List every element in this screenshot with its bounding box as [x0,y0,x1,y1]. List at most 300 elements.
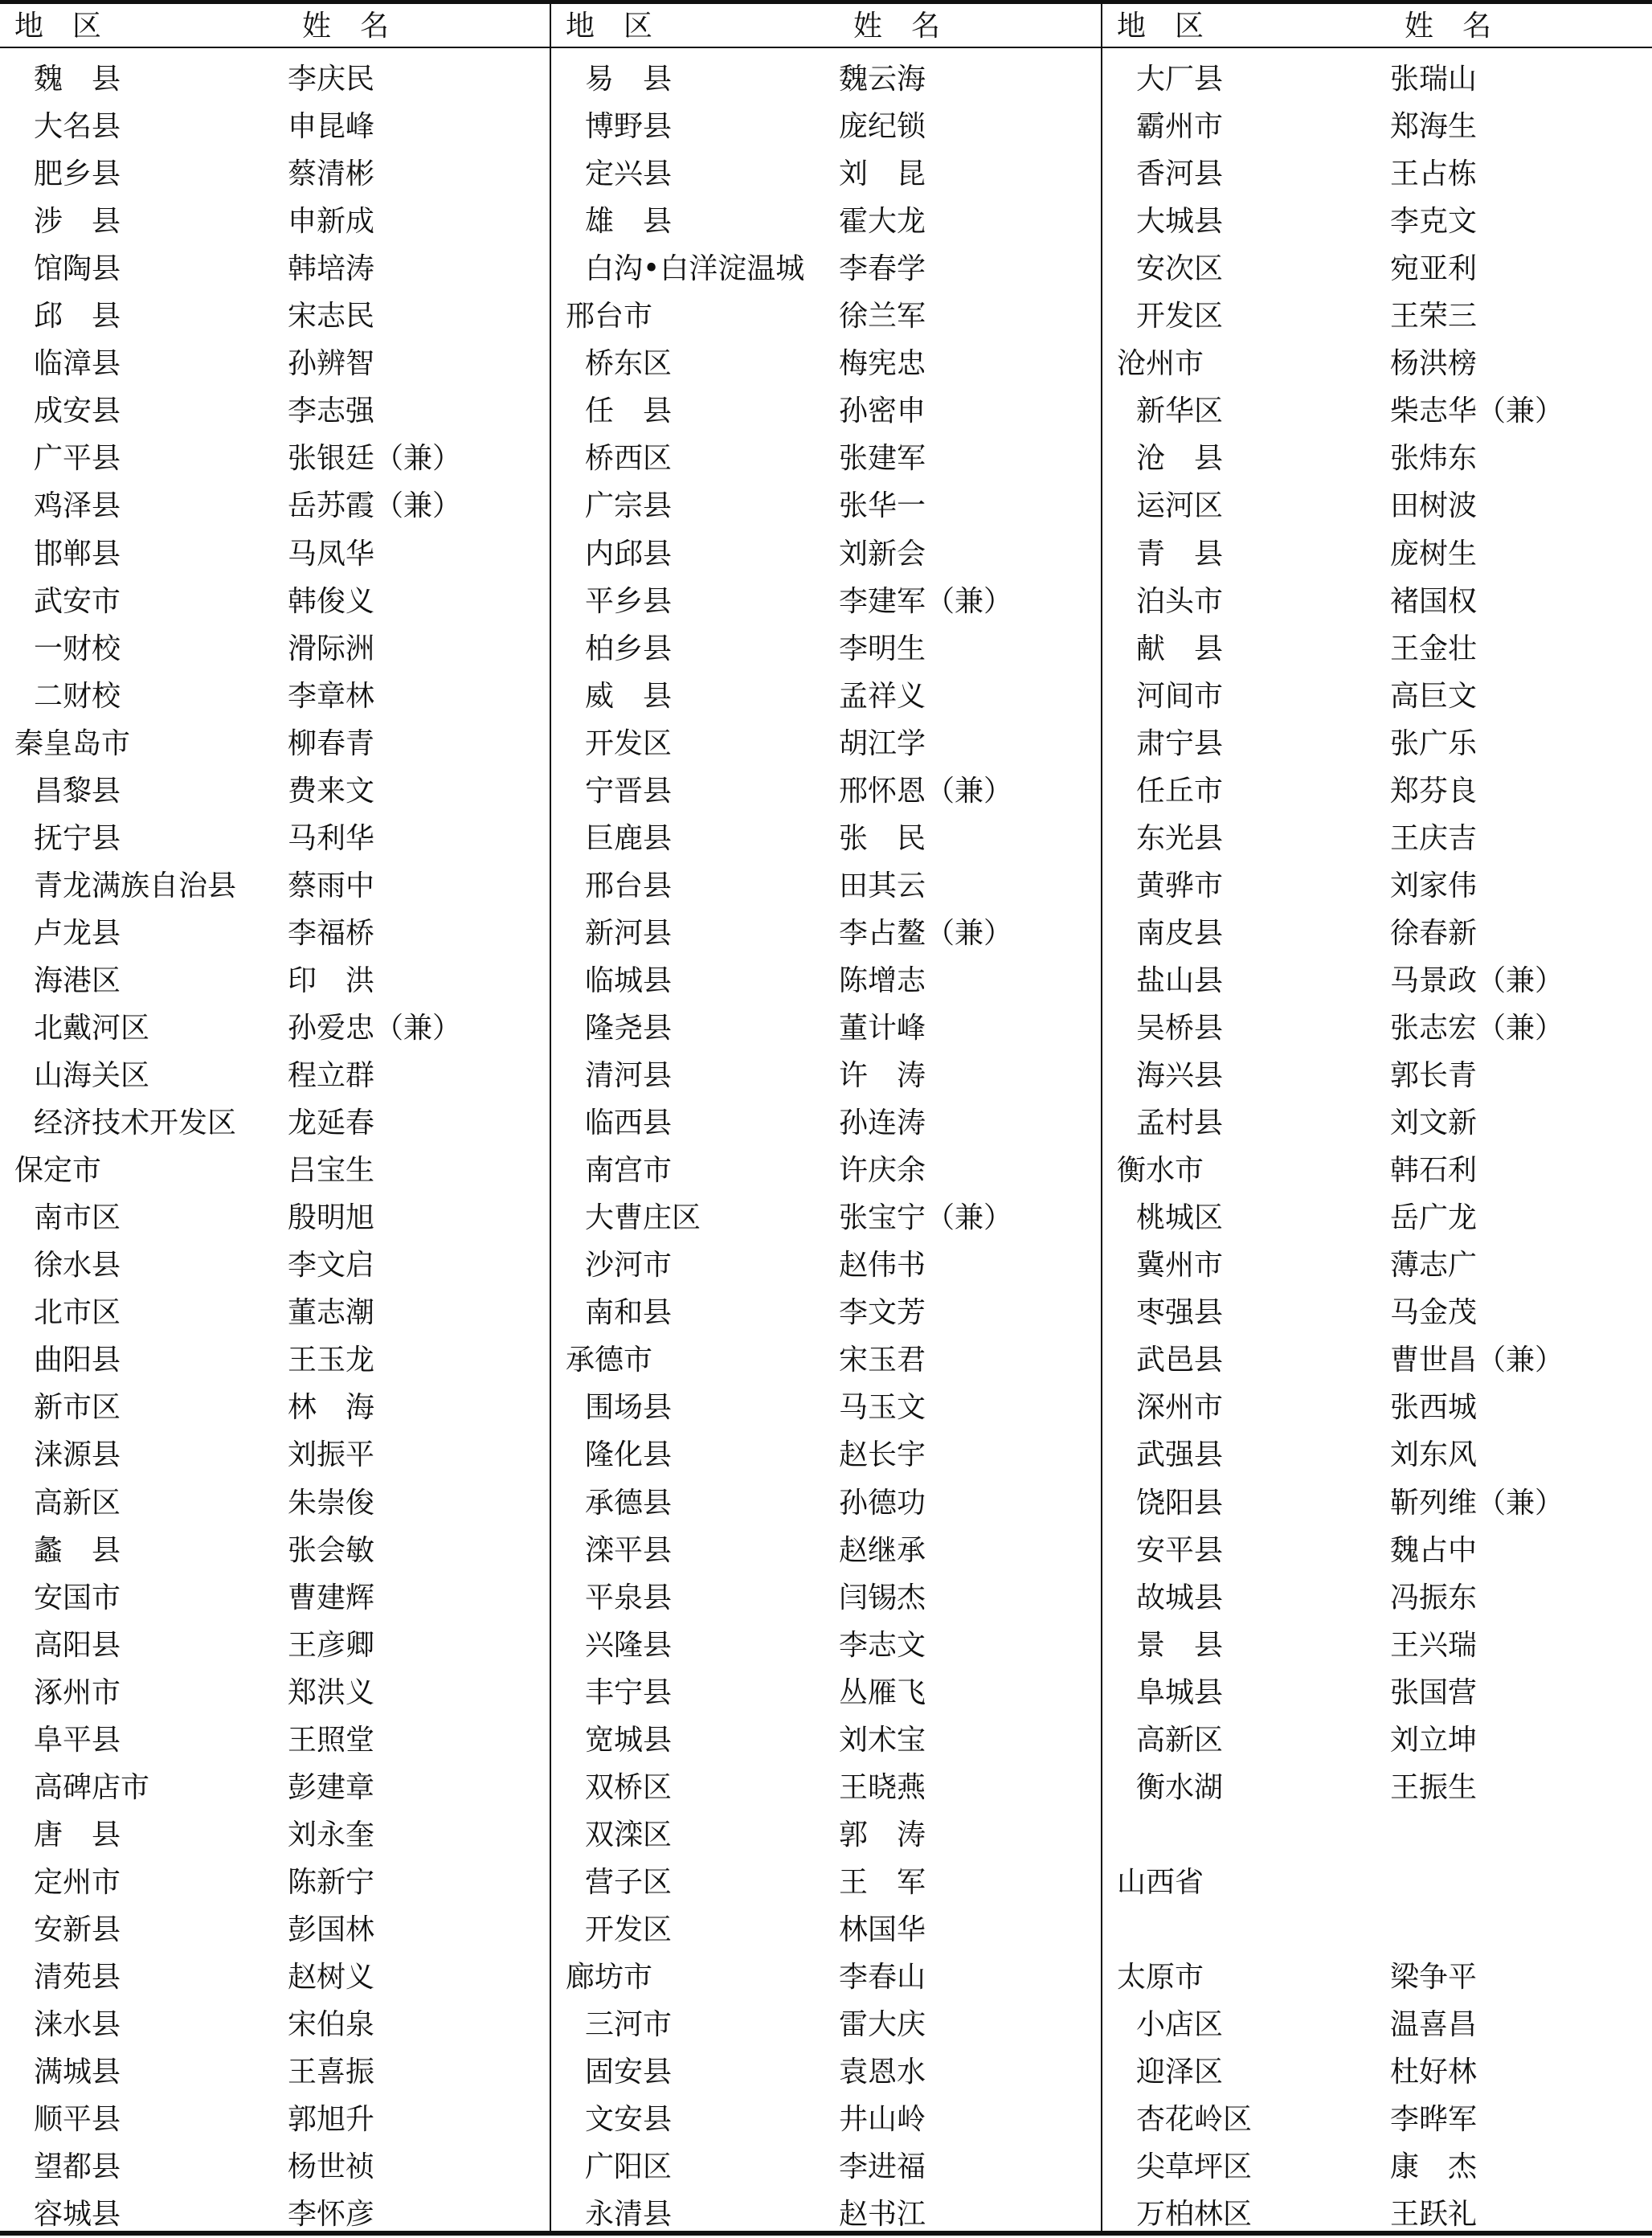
region-cell: 武强县 [1136,1438,1224,1472]
region-cell: 围场县 [585,1391,673,1425]
table-row [0,2048,550,2096]
column-header [0,4,550,48]
region-cell: 馆陶县 [34,252,121,286]
name-cell: 王晓燕 [839,1770,926,1804]
name-cell: 柴志华（兼） [1390,395,1564,428]
name-cell: 赵长宇 [839,1438,926,1472]
table-row [551,862,1101,910]
name-cell: 郭长青 [1390,1059,1478,1093]
table-row [551,1099,1101,1147]
region-cell: 经济技术开发区 [34,1107,237,1140]
table-row [551,2191,1101,2238]
region-cell: 曲阳县 [34,1344,121,1377]
region-cell: 承德县 [585,1486,673,1520]
name-cell: 靳列维（兼） [1390,1486,1564,1520]
name-cell: 李明生 [839,632,926,665]
table-row [551,1669,1101,1716]
table-row [1102,2001,1652,2048]
region-cell: 一财校 [34,632,121,665]
region-header: 地 区 [566,10,653,43]
table-row [0,150,550,198]
name-cell: 李春学 [839,252,926,286]
table-row [1102,245,1652,293]
name-cell: 王振生 [1390,1770,1478,1804]
name-cell: 柳春青 [288,726,375,760]
name-cell: 袁恩水 [839,2056,926,2089]
region-cell: 邯郸县 [34,537,121,571]
table-row [551,245,1101,293]
region-cell: 徐水县 [34,1249,121,1283]
table-row [1102,1336,1652,1384]
table-row [551,1336,1101,1384]
region-cell: 开发区 [1136,300,1224,333]
table-row [0,720,550,767]
name-cell: 张炜东 [1390,442,1478,476]
region-cell: 南皮县 [1136,916,1224,950]
region-cell: 黄骅市 [1136,869,1224,902]
name-cell: 马凤华 [288,537,375,571]
region-cell: 沧州市 [1117,347,1204,381]
name-cell: 井山岭 [839,2103,926,2137]
name-cell: 王占栋 [1390,158,1478,191]
table-row [0,1384,550,1431]
table-row [551,482,1101,530]
region-cell: 武安市 [34,584,121,618]
table-row [1102,1716,1652,1764]
region-cell: 抚宁县 [34,821,121,855]
region-cell: 武邑县 [1136,1344,1224,1377]
table-row [1102,578,1652,625]
name-cell: 李春山 [839,1961,926,1994]
region-cell: 南和县 [585,1296,673,1330]
region-cell: 顺平县 [34,2103,121,2137]
name-cell: 刘家伟 [1390,869,1478,902]
name-cell: 韩俊义 [288,584,375,618]
region-cell: 河间市 [1136,679,1224,713]
table-row [0,673,550,720]
name-cell: 董志潮 [288,1296,375,1330]
table-row [1102,1906,1652,1954]
table-row [1102,2191,1652,2238]
name-cell: 闫锡杰 [839,1581,926,1614]
region-cell: 兴隆县 [585,1628,673,1662]
name-cell: 张志宏（兼） [1390,1012,1564,1045]
name-cell: 田其云 [839,869,926,902]
region-cell: 饶阳县 [1136,1486,1224,1520]
region-cell: 开发区 [585,726,673,760]
table-row [1102,2143,1652,2191]
name-cell: 宋志民 [288,300,375,333]
table-row [551,1479,1101,1527]
name-cell: 薄志广 [1390,1249,1478,1283]
region-cell: 任丘市 [1136,774,1224,808]
name-cell: 张建军 [839,442,926,476]
name-cell: 丛雁飞 [839,1675,926,1709]
region-cell: 卢龙县 [34,916,121,950]
name-cell: 曹建辉 [288,1581,375,1614]
region-cell: 运河区 [1136,489,1224,523]
table-row [1102,1004,1652,1052]
name-cell: 张 民 [839,821,926,855]
name-cell: 曹世昌（兼） [1390,1344,1564,1377]
region-cell: 临漳县 [34,347,121,381]
column-header [1102,4,1652,48]
table-row [0,862,550,910]
table-row [0,1622,550,1669]
table-row [0,1147,550,1194]
table-row [551,767,1101,815]
name-cell: 申昆峰 [288,110,375,144]
region-cell: 献 县 [1136,632,1224,665]
table-row [0,340,550,387]
name-cell: 王玉龙 [288,1344,375,1377]
name-cell: 陈增志 [839,964,926,997]
name-cell: 李占鳌（兼） [839,916,1013,950]
name-cell: 孙辨智 [288,347,375,381]
name-cell: 赵继承 [839,1533,926,1567]
name-cell: 林 海 [288,1391,375,1425]
table-row [1102,1052,1652,1099]
table-row [0,245,550,293]
table-row [1102,340,1652,387]
region-cell: 满城县 [34,2056,121,2089]
table-row [551,1574,1101,1622]
name-cell: 刘永奎 [288,1818,375,1851]
name-cell: 杨洪榜 [1390,347,1478,381]
region-cell: 营子区 [585,1865,673,1899]
table-row [1102,1954,1652,2001]
region-cell: 沙河市 [585,1249,673,1283]
table-row [1102,1194,1652,1242]
region-cell: 景 县 [1136,1628,1224,1662]
table-row [0,1906,550,1954]
region-cell: 尖草坪区 [1136,2150,1253,2184]
table-row [0,1527,550,1574]
region-cell: 太原市 [1117,1961,1204,1994]
region-cell: 安次区 [1136,252,1224,286]
table-row [0,482,550,530]
table-row [0,1099,550,1147]
name-cell: 宋玉君 [839,1344,926,1377]
region-cell: 博野县 [585,110,673,144]
table-row [1102,482,1652,530]
table-row [1102,767,1652,815]
name-cell: 李章林 [288,679,375,713]
table-row [0,578,550,625]
name-header: 姓 名 [853,10,941,43]
name-cell: 魏云海 [839,63,926,96]
region-cell: 南宫市 [585,1154,673,1188]
table-row [0,1479,550,1527]
name-cell: 殷明旭 [288,1201,375,1235]
table-row [551,673,1101,720]
name-cell: 李克文 [1390,205,1478,239]
table-row [0,957,550,1004]
table-row [1102,2048,1652,2096]
table-row [551,720,1101,767]
table-row [551,293,1101,340]
table-row [551,103,1101,150]
table-row [0,1242,550,1289]
region-cell: 衡水市 [1117,1154,1204,1188]
table-row [1102,1669,1652,1716]
table-row [1102,862,1652,910]
name-cell: 马景政（兼） [1390,964,1564,997]
name-cell: 刘东风 [1390,1438,1478,1472]
table-row [551,1622,1101,1669]
region-cell: 小店区 [1136,2008,1224,2042]
table-row [551,2143,1101,2191]
name-cell: 印 洪 [288,964,375,997]
table-row [0,2143,550,2191]
table-row [551,150,1101,198]
table-row [0,1289,550,1336]
region-cell: 泊头市 [1136,584,1224,618]
table-row [1102,103,1652,150]
region-cell: 山海关区 [34,1059,150,1093]
region-cell: 任 县 [585,395,673,428]
name-cell: 魏占中 [1390,1533,1478,1567]
region-cell: 大名县 [34,110,121,144]
name-cell: 刘文新 [1390,1107,1478,1140]
region-cell: 广阳区 [585,2150,673,2184]
name-cell: 田树波 [1390,489,1478,523]
table-row [551,1954,1101,2001]
name-cell: 董计峰 [839,1012,926,1045]
table-row [0,435,550,482]
region-cell: 盐山县 [1136,964,1224,997]
table-row [0,625,550,673]
table-row [551,957,1101,1004]
table-row [551,1527,1101,1574]
region-cell: 三河市 [585,2008,673,2042]
region-cell: 保定市 [14,1154,102,1188]
table-row [0,387,550,435]
region-cell: 新市区 [34,1391,121,1425]
region-cell: 临城县 [585,964,673,997]
region-cell: 万柏林区 [1136,2198,1253,2232]
table-row [0,1859,550,1906]
region-cell: 柏乡县 [585,632,673,665]
region-cell: 昌黎县 [34,774,121,808]
table-row [1102,293,1652,340]
table-row [551,1194,1101,1242]
table-row [551,1811,1101,1859]
name-cell: 庞树生 [1390,537,1478,571]
table-row [551,910,1101,957]
name-cell: 赵伟书 [839,1249,926,1283]
name-cell: 朱崇俊 [288,1486,375,1520]
name-cell: 王 军 [839,1865,926,1899]
name-cell: 李晔军 [1390,2103,1478,2137]
table-row [551,340,1101,387]
table-row [551,1052,1101,1099]
table-row [551,1431,1101,1479]
table-column-2 [551,4,1101,2230]
region-cell: 鸡泽县 [34,489,121,523]
name-cell: 李进福 [839,2150,926,2184]
name-cell: 宛亚利 [1390,252,1478,286]
name-cell: 蔡雨中 [288,869,375,902]
region-cell: 隆化县 [585,1438,673,1472]
region-cell: 双滦区 [585,1818,673,1851]
region-cell: 廊坊市 [566,1961,653,1994]
region-cell: 蠡 县 [34,1533,121,1567]
table-row [551,578,1101,625]
table-row [0,1194,550,1242]
table-row [1102,1431,1652,1479]
name-cell: 张宝宁（兼） [839,1201,1013,1235]
name-cell: 岳苏霞（兼） [288,489,462,523]
name-cell: 刘 昆 [839,158,926,191]
table-row [1102,957,1652,1004]
region-cell: 开发区 [585,1913,673,1946]
name-cell: 陈新宁 [288,1865,375,1899]
name-cell: 温喜昌 [1390,2008,1478,2042]
name-cell: 蔡清彬 [288,158,375,191]
region-cell: 白沟•白洋淀温城 [585,252,805,286]
table-row [1102,720,1652,767]
region-cell: 临西县 [585,1107,673,1140]
name-cell: 龙延春 [288,1107,375,1140]
region-cell: 丰宁县 [585,1675,673,1709]
table-row [1102,435,1652,482]
name-cell: 孙德功 [839,1486,926,1520]
region-cell: 霸州市 [1136,110,1224,144]
region-cell: 隆尧县 [585,1012,673,1045]
name-cell: 杜好林 [1390,2056,1478,2089]
region-cell: 平泉县 [585,1581,673,1614]
table-row [1102,910,1652,957]
table-row [1102,1099,1652,1147]
region-cell: 雄 县 [585,205,673,239]
name-cell: 王荣三 [1390,300,1478,333]
table-row [0,1052,550,1099]
region-cell: 双桥区 [585,1770,673,1804]
region-header: 地 区 [1117,10,1204,43]
region-cell: 巨鹿县 [585,821,673,855]
name-cell: 霍大龙 [839,205,926,239]
table-row [0,1431,550,1479]
region-cell: 大厂县 [1136,63,1224,96]
name-cell: 郑洪义 [288,1675,375,1709]
name-cell: 费来文 [288,774,375,808]
table-row [0,1336,550,1384]
table-row [551,625,1101,673]
name-cell: 程立群 [288,1059,375,1093]
region-cell: 涉 县 [34,205,121,239]
name-cell: 郭 涛 [839,1818,926,1851]
table-row [551,2001,1101,2048]
region-cell: 成安县 [34,395,121,428]
region-cell: 清河县 [585,1059,673,1093]
region-cell: 固安县 [585,2056,673,2089]
name-cell: 胡江学 [839,726,926,760]
name-cell: 孙连涛 [839,1107,926,1140]
name-cell: 张银廷（兼） [288,442,462,476]
name-cell: 滑际洲 [288,632,375,665]
table-row [551,1289,1101,1336]
region-cell: 桥东区 [585,347,673,381]
table-row [1102,1384,1652,1431]
name-cell: 李庆民 [288,63,375,96]
table-row [551,815,1101,862]
region-cell: 望都县 [34,2150,121,2184]
table-column-1 [0,4,550,2230]
table-row [551,387,1101,435]
name-cell: 李文芳 [839,1296,926,1330]
name-cell: 韩石利 [1390,1154,1478,1188]
region-cell: 冀州市 [1136,1249,1224,1283]
region-cell: 清苑县 [34,1961,121,1994]
region-cell: 青龙满族自治县 [34,869,237,902]
region-cell: 深州市 [1136,1391,1224,1425]
name-cell: 马玉文 [839,1391,926,1425]
table-row [1102,1479,1652,1527]
region-cell: 高新区 [1136,1723,1224,1757]
region-cell: 唐 县 [34,1818,121,1851]
name-cell: 马金茂 [1390,1296,1478,1330]
name-cell: 冯振东 [1390,1581,1478,1614]
name-cell: 张西城 [1390,1391,1478,1425]
name-cell: 赵树义 [288,1961,375,1994]
region-cell: 大城县 [1136,205,1224,239]
table-row [551,530,1101,578]
name-cell: 庞纪锁 [839,110,926,144]
table-row [1102,530,1652,578]
region-cell: 海港区 [34,964,121,997]
name-cell: 李怀彦 [288,2198,375,2232]
region-cell: 涞水县 [34,2008,121,2042]
table-row [1102,1811,1652,1859]
name-cell: 王庆吉 [1390,821,1478,855]
table-row [0,103,550,150]
table-row [0,293,550,340]
table-row [1102,150,1652,198]
name-cell: 雷大庆 [839,2008,926,2042]
name-cell: 褚国权 [1390,584,1478,618]
region-cell: 宁晋县 [585,774,673,808]
region-cell: 广平县 [34,442,121,476]
name-cell: 韩培涛 [288,252,375,286]
table-row [0,198,550,245]
region-cell: 邱 县 [34,300,121,333]
name-cell: 申新成 [288,205,375,239]
table-row [0,1574,550,1622]
table-row [0,910,550,957]
table-row [0,2191,550,2238]
region-cell: 安新县 [34,1913,121,1946]
region-cell: 迎泽区 [1136,2056,1224,2089]
table-column-3 [1102,4,1652,2230]
region-cell: 涞源县 [34,1438,121,1472]
region-cell: 桃城区 [1136,1201,1224,1235]
region-cell: 香河县 [1136,158,1224,191]
region-cell: 滦平县 [585,1533,673,1567]
table-row [1102,1147,1652,1194]
name-cell: 梅宪忠 [839,347,926,381]
table-row [551,1242,1101,1289]
name-cell: 张会敏 [288,1533,375,1567]
region-cell: 孟村县 [1136,1107,1224,1140]
column-header [551,4,1101,48]
name-cell: 李福桥 [288,916,375,950]
region-cell: 肥乡县 [34,158,121,191]
region-cell: 平乡县 [585,584,673,618]
region-cell: 易 县 [585,63,673,96]
region-cell: 邢台县 [585,869,673,902]
name-cell: 张华一 [839,489,926,523]
